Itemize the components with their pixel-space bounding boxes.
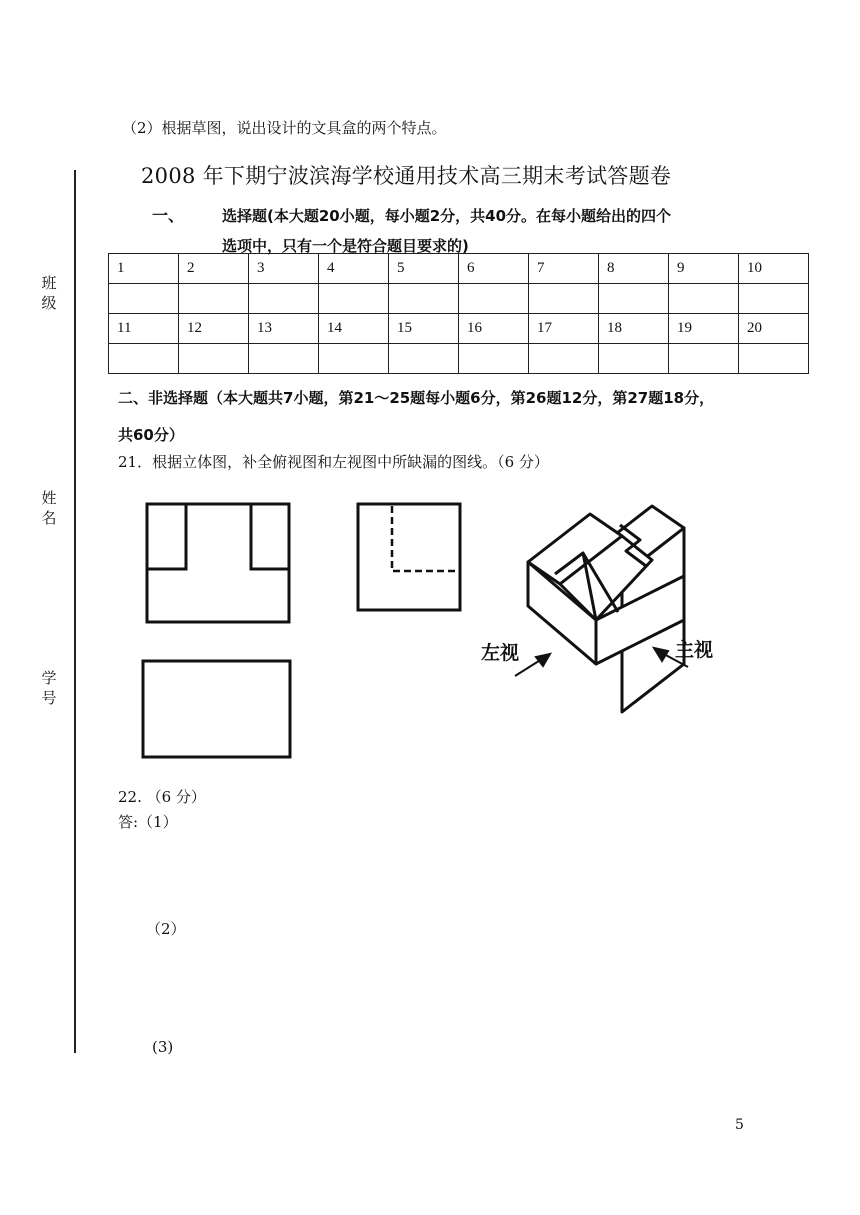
margin-label-student-id: 学号 <box>41 669 57 707</box>
left-view-label: 左视 <box>481 642 520 664</box>
question-number-cell: 11 <box>109 314 179 344</box>
question-number-cell: 9 <box>669 254 739 284</box>
question-number-cell: 18 <box>599 314 669 344</box>
section1-line1: 选择题(本大题20小题，每小题2分，共40分。在每小题给出的四个 <box>222 207 672 225</box>
front-view-drawing <box>147 504 289 622</box>
question-number-cell: 14 <box>319 314 389 344</box>
question-number-cell: 16 <box>459 314 529 344</box>
exam-title: 2008 年下期宁波滨海学校通用技术高三期末考试答题卷 <box>141 164 672 188</box>
question-number-cell: 20 <box>739 314 809 344</box>
question-number-cell: 7 <box>529 254 599 284</box>
question-21-text: 21．根据立体图，补全俯视图和左视图中所缺漏的图线。（6 分） <box>118 453 549 471</box>
isometric-solid-drawing <box>528 506 684 712</box>
previous-question: （2）根据草图，说出设计的文具盒的两个特点。 <box>122 119 447 137</box>
question-22-header: 22. （6 分） <box>118 788 206 806</box>
question-number-cell: 15 <box>389 314 459 344</box>
margin-label-class: 班级 <box>41 274 57 312</box>
question-22-answer-2: （2） <box>146 920 186 938</box>
section2-line1: 二、非选择题（本大题共7小题，第21～25题每小题6分，第26题12分，第27题18分， <box>118 389 715 407</box>
question-22-answer-1: 答:（1） <box>118 813 178 831</box>
question-number-cell: 12 <box>179 314 249 344</box>
front-view-label: 主视 <box>675 639 714 661</box>
question-number-cell: 8 <box>599 254 669 284</box>
section1-number: 一、 <box>152 206 185 225</box>
section2-line2: 共60分） <box>118 426 184 444</box>
question-number-cell: 13 <box>249 314 319 344</box>
question-number-cell: 6 <box>459 254 529 284</box>
question-number-cell: 2 <box>179 254 249 284</box>
top-view-drawing <box>143 661 290 757</box>
question-number-cell: 4 <box>319 254 389 284</box>
question-number-cell: 19 <box>669 314 739 344</box>
question-number-cell: 17 <box>529 314 599 344</box>
question-number-cell: 3 <box>249 254 319 284</box>
question-number-cell: 1 <box>109 254 179 284</box>
side-view-drawing <box>358 504 460 610</box>
question-number-cell: 5 <box>389 254 459 284</box>
section1-line2: 选项中，只有一个是符合题目要求的) <box>222 237 469 255</box>
question-22-answer-3: (3) <box>152 1038 174 1056</box>
margin-label-name: 姓名 <box>41 489 57 527</box>
page-number: 5 <box>735 1117 744 1133</box>
question-number-cell: 10 <box>739 254 809 284</box>
